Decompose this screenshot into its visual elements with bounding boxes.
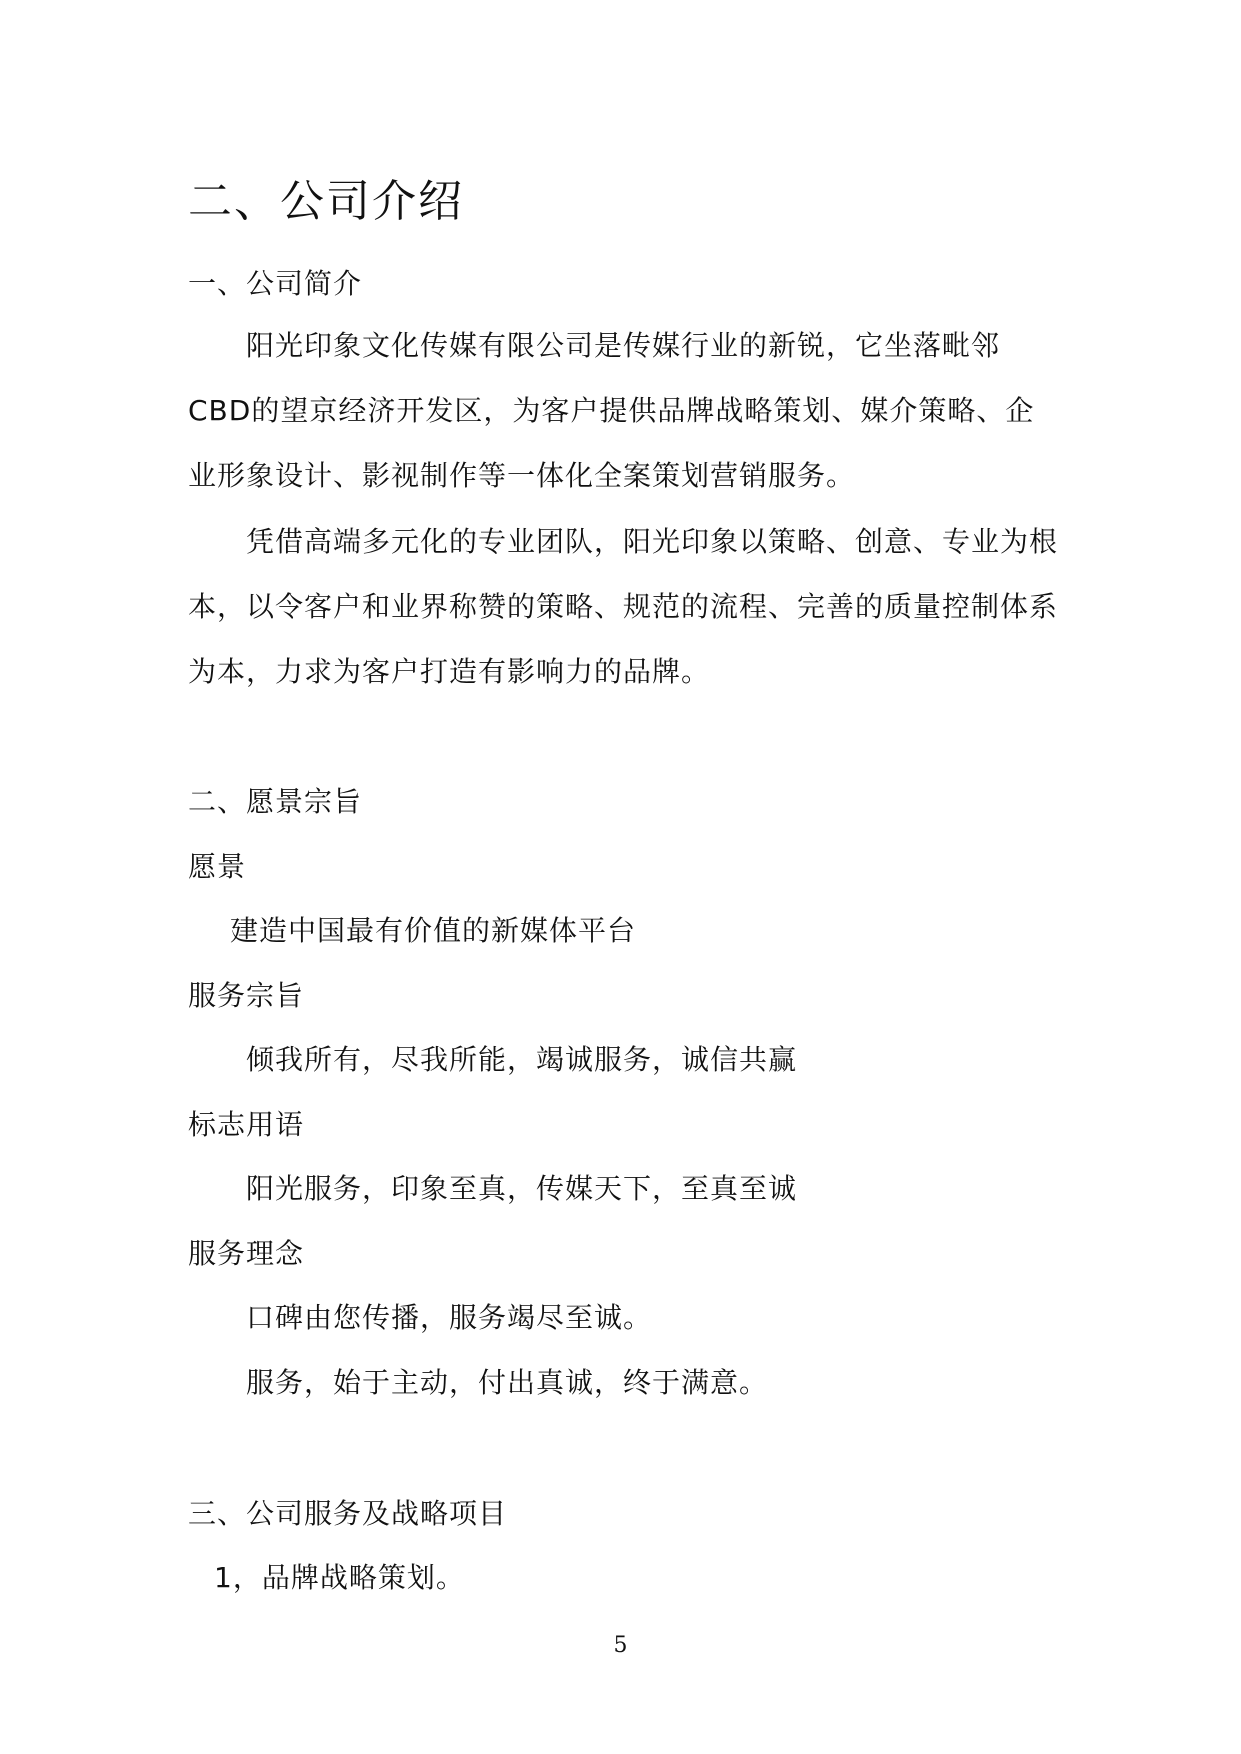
vision-text: 建造中国最有价值的新媒体平台 <box>230 914 637 947</box>
service-concept-line-2: 服务，始于主动，付出真诚，终于满意。 <box>246 1366 769 1399</box>
slogan-label: 标志用语 <box>188 1108 305 1141</box>
page-number: 5 <box>613 1633 628 1658</box>
section-heading-vision: 二、愿景宗旨 <box>188 785 363 818</box>
profile-paragraph-2-text: 凭借高端多元化的专业团队，阳光印象以策略、创意、专业为根本，以令客户和业界称赞的策略、规范的流程、完善的质量控制体系为本，力求为客户打造有影响力的品牌。 <box>188 525 1059 688</box>
service-purpose-text: 倾我所有，尽我所能，竭诚服务，诚信共赢 <box>246 1043 798 1076</box>
section-heading-services: 三、公司服务及战略项目 <box>188 1497 508 1530</box>
vision-label: 愿景 <box>188 850 247 883</box>
section-heading-company-profile: 一、公司简介 <box>188 267 363 300</box>
chapter-title: 二、公司介绍 <box>188 176 464 227</box>
slogan-text: 阳光服务，印象至真，传媒天下，至真至诚 <box>246 1172 798 1205</box>
profile-paragraph-1-text: 阳光印象文化传媒有限公司是传媒行业的新锐，它坐落毗邻CBD的望京经济开发区，为客户提供品牌战略策划、媒介策略、企业形象设计、影视制作等一体化全案策划营销服务。 <box>188 329 1035 492</box>
service-item-1: 1，品牌战略策划。 <box>214 1561 465 1594</box>
profile-paragraph-2 <box>188 509 1058 704</box>
service-purpose-label: 服务宗旨 <box>188 979 305 1012</box>
service-concept-label: 服务理念 <box>188 1237 305 1270</box>
profile-paragraph-1 <box>188 313 1058 508</box>
service-concept-line-1: 口碑由您传播，服务竭尽至诚。 <box>246 1301 653 1334</box>
